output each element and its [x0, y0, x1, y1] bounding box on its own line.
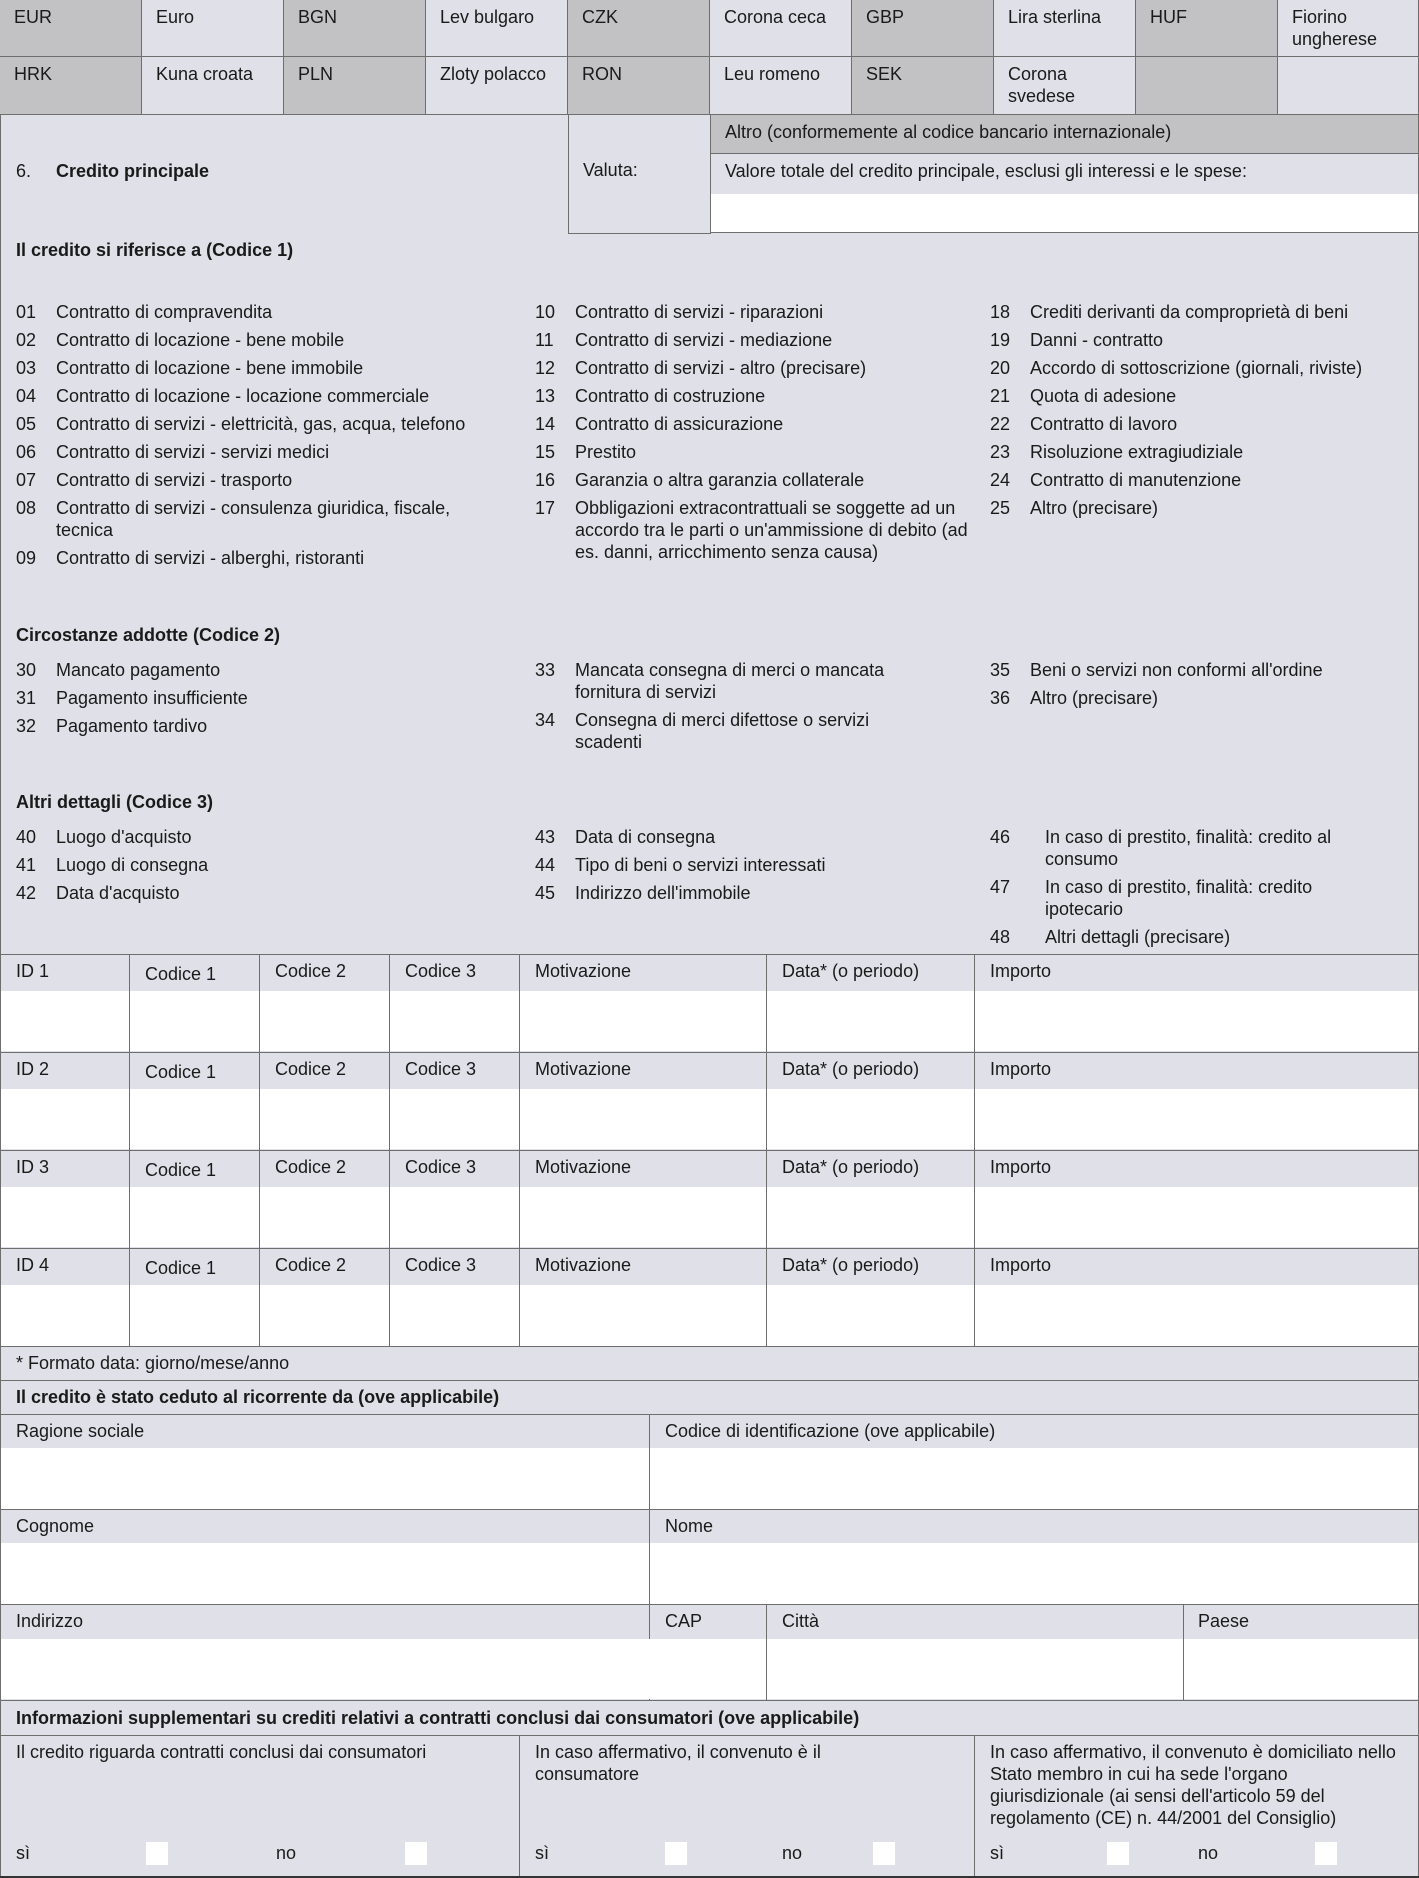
id4-data-input[interactable] — [767, 1285, 974, 1346]
section-6-heading — [16, 160, 209, 182]
header-codice1: Codice 1 — [145, 964, 217, 984]
id2-codice1-input[interactable] — [130, 1089, 259, 1149]
codice2-title: Circostanze addotte (Codice 2) — [16, 625, 281, 645]
code-text: Altro (precisare) — [1030, 688, 1159, 708]
code-40 — [16, 826, 516, 848]
code-num: 31 — [16, 688, 37, 708]
code-43 — [535, 826, 975, 848]
section-title: Credito principale — [56, 161, 210, 181]
code-text: Contratto di servizi - altro (precisare) — [575, 358, 867, 378]
code-num: 14 — [535, 414, 556, 434]
q2-no-label: no — [782, 1843, 803, 1863]
ragione-sociale-label: Ragione sociale — [16, 1421, 145, 1441]
id4-importo-input[interactable] — [975, 1285, 1418, 1346]
currency-code-ron[interactable]: RON — [568, 57, 710, 115]
code-num: 25 — [990, 498, 1011, 518]
code-15 — [535, 441, 975, 463]
code-text: Contratto di manutenzione — [1030, 470, 1242, 490]
code-text: Consegna di merci difettose o servizi scadenti — [575, 710, 870, 752]
code-text: Contratto di servizi - mediazione — [575, 330, 833, 350]
code-text: Contratto di servizi - riparazioni — [575, 302, 824, 322]
code-46 — [990, 826, 1390, 870]
row-id-label: ID 3 — [16, 1157, 50, 1177]
code-text: Contratto di servizi - elettricità, gas, acqua, telefono — [56, 414, 466, 434]
currency-name-bgn: Lev bulgaro — [426, 0, 568, 57]
code-01 — [16, 301, 516, 323]
code-text: Data d'acquisto — [56, 883, 180, 903]
header-data: Data* (o periodo) — [782, 1157, 920, 1177]
code-text: Data di consegna — [575, 827, 716, 847]
code-30 — [16, 659, 516, 681]
code-num: 45 — [535, 883, 556, 903]
header-data: Data* (o periodo) — [782, 1255, 920, 1275]
code-num: 18 — [990, 302, 1011, 322]
header-codice3: Codice 3 — [405, 961, 477, 981]
code-num: 24 — [990, 470, 1011, 490]
code-text: Altri dettagli (precisare) — [1045, 927, 1231, 947]
header-motivazione: Motivazione — [535, 961, 632, 981]
code-text: Crediti derivanti da comproprietà di beni — [1030, 302, 1349, 322]
q3-no-label: no — [1198, 1843, 1219, 1863]
row-id-label: ID 2 — [16, 1059, 50, 1079]
header-codice3: Codice 3 — [405, 1157, 477, 1177]
code-text: Luogo d'acquisto — [56, 827, 192, 847]
code-17 — [535, 497, 975, 563]
header-codice1: Codice 1 — [145, 1160, 217, 1180]
code-text: Danni - contratto — [1030, 330, 1164, 350]
valore-totale-label: Valore totale del credito principale, esclusi gli interessi e le spese: — [725, 161, 1247, 181]
header-codice3: Codice 3 — [405, 1255, 477, 1275]
header-codice2: Codice 2 — [275, 1157, 347, 1177]
code-44 — [535, 854, 975, 876]
header-codice2: Codice 2 — [275, 1255, 347, 1275]
code-36 — [990, 687, 1415, 709]
code-text: Prestito — [575, 442, 637, 462]
id3-importo-input[interactable] — [975, 1187, 1418, 1247]
code-num: 30 — [16, 660, 37, 680]
code-num: 22 — [990, 414, 1011, 434]
currency-name-gbp: Lira sterlina — [994, 0, 1136, 57]
currency-name-czk: Corona ceca — [710, 0, 852, 57]
code-20 — [990, 357, 1415, 379]
header-importo: Importo — [990, 1157, 1052, 1177]
id2-importo-input[interactable] — [975, 1089, 1418, 1149]
code-text: Mancata consegna di merci o mancata fornitura di servizi — [575, 660, 885, 702]
id4-codice3-input[interactable] — [390, 1285, 519, 1346]
code-num: 32 — [16, 716, 37, 736]
currency-name-eur: Euro — [142, 0, 284, 57]
q3-no-checkbox[interactable] — [1315, 1842, 1337, 1865]
id4-codice1-input[interactable] — [130, 1285, 259, 1346]
code-num: 48 — [990, 927, 1011, 947]
code-14 — [535, 413, 975, 435]
code-num: 47 — [990, 877, 1011, 897]
indirizzo-input[interactable] — [1, 1639, 648, 1699]
currency-code-czk[interactable]: CZK — [568, 0, 710, 57]
code-text: Contratto di costruzione — [575, 386, 766, 406]
code-text: In caso di prestito, finalità: credito al consumo — [1045, 827, 1332, 869]
altro-currency-field[interactable] — [711, 115, 1419, 154]
code-text: Contratto di lavoro — [1030, 414, 1178, 434]
currency-code-gbp[interactable]: GBP — [852, 0, 994, 57]
code-10 — [535, 301, 975, 323]
code-13 — [535, 385, 975, 407]
code-19 — [990, 329, 1415, 351]
code-21 — [990, 385, 1415, 407]
id1-codice1-input[interactable] — [130, 991, 259, 1051]
code-num: 01 — [16, 302, 37, 322]
q3-yes-checkbox[interactable] — [1107, 1842, 1129, 1865]
header-importo: Importo — [990, 961, 1052, 981]
id1-importo-input[interactable] — [975, 991, 1418, 1051]
header-data: Data* (o periodo) — [782, 1059, 920, 1079]
section-number: 6. — [16, 161, 32, 181]
code-text: Pagamento tardivo — [56, 716, 208, 736]
header-motivazione: Motivazione — [535, 1255, 632, 1275]
code-num: 06 — [16, 442, 37, 462]
code-03 — [16, 357, 516, 379]
code-num: 10 — [535, 302, 556, 322]
code-41 — [16, 854, 516, 876]
id1-codice3-input[interactable] — [390, 991, 519, 1051]
q2-yes-label: sì — [535, 1843, 550, 1863]
cognome-label: Cognome — [16, 1516, 95, 1536]
altro-currency-label: Altro (conformemente al codice bancario internazionale) — [725, 122, 1172, 142]
code-text: Accordo di sottoscrizione (giornali, riviste) — [1030, 358, 1363, 378]
q1-no-label: no — [276, 1843, 297, 1863]
code-12 — [535, 357, 975, 379]
code-42 — [16, 882, 516, 904]
code-32 — [16, 715, 516, 737]
code-text: Contratto di assicurazione — [575, 414, 784, 434]
code-num: 02 — [16, 330, 37, 350]
code-num: 07 — [16, 470, 37, 490]
code-num: 17 — [535, 498, 556, 518]
code-text: Contratto di servizi - consulenza giuridica, fiscale, tecnica — [56, 498, 451, 540]
cap-input[interactable] — [650, 1639, 766, 1699]
valore-label-row — [711, 154, 1419, 194]
assigned-title: Il credito è stato ceduto al ricorrente da (ove applicabile) — [16, 1387, 500, 1407]
cognome-input[interactable] — [1, 1543, 648, 1604]
row-id-label: ID 4 — [16, 1255, 50, 1275]
id2-motivazione-input[interactable] — [520, 1089, 766, 1149]
currency-name-ron: Leu romeno — [710, 57, 852, 115]
header-motivazione: Motivazione — [535, 1157, 632, 1177]
code-48 — [990, 926, 1390, 948]
valuta-label: Valuta: — [583, 160, 638, 180]
code-text: Luogo di consegna — [56, 855, 209, 875]
currency-code-sek[interactable]: SEK — [852, 57, 994, 115]
code-num: 08 — [16, 498, 37, 518]
header-codice3: Codice 3 — [405, 1059, 477, 1079]
code-text: Tipo di beni o servizi interessati — [575, 855, 826, 875]
code-num: 09 — [16, 548, 37, 568]
currency-code-empty[interactable] — [1136, 57, 1278, 115]
id3-codice1-input[interactable] — [130, 1187, 259, 1247]
code-num: 35 — [990, 660, 1011, 680]
code-text: Contratto di servizi - trasporto — [56, 470, 293, 490]
code-num: 11 — [535, 330, 554, 350]
code-34 — [535, 709, 935, 753]
code-33 — [535, 659, 935, 703]
code-num: 04 — [16, 386, 37, 406]
code-num: 19 — [990, 330, 1011, 350]
code-04 — [16, 385, 516, 407]
code-text: Contratto di servizi - servizi medici — [56, 442, 330, 462]
paese-label: Paese — [1198, 1611, 1250, 1631]
code-text: Obbligazioni extracontrattuali se soggette ad un accordo tra le parti o un'ammissione di debito (ad es. danni, arricchimento senza causa) — [575, 498, 968, 562]
code-num: 36 — [990, 688, 1011, 708]
code-text: Contratto di locazione - locazione commerciale — [56, 386, 430, 406]
consumer-q3-label: In caso affermativo, il convenuto è domiciliato nello Stato membro in cui ha sede l'organo giurisdizionale (ai sensi dell'articolo 59 del regolamento (CE) n. 44/2001 del Consiglio) — [990, 1742, 1396, 1828]
consumer-q2-label: In caso affermativo, il convenuto è il consumatore — [535, 1742, 821, 1784]
id1-motivazione-input[interactable] — [520, 991, 766, 1051]
id3-codice3-input[interactable] — [390, 1187, 519, 1247]
code-08 — [16, 497, 496, 541]
code-text: Indirizzo dell'immobile — [575, 883, 751, 903]
header-codice1: Codice 1 — [145, 1062, 217, 1082]
currency-name-huf: Fiorino ungherese — [1278, 0, 1419, 57]
id4-codice2-input[interactable] — [260, 1285, 389, 1346]
code-num: 03 — [16, 358, 37, 378]
id1-data-input[interactable] — [767, 991, 974, 1051]
code-text: Quota di adesione — [1030, 386, 1177, 406]
header-data: Data* (o periodo) — [782, 961, 920, 981]
currency-name-hrk: Kuna croata — [142, 57, 284, 115]
indirizzo-label: Indirizzo — [16, 1611, 84, 1631]
code-24 — [990, 469, 1415, 491]
code-text: Altro (precisare) — [1030, 498, 1159, 518]
code-num: 43 — [535, 827, 556, 847]
code-text: Garanzia o altra garanzia collaterale — [575, 470, 865, 490]
code-num: 46 — [990, 827, 1011, 847]
codice-id-label: Codice di identificazione (ove applicabile) — [665, 1421, 996, 1441]
id2-codice2-input[interactable] — [260, 1089, 389, 1149]
q1-yes-label: sì — [16, 1843, 31, 1863]
codice-id-input[interactable] — [650, 1448, 1418, 1509]
code-num: 33 — [535, 660, 556, 680]
nome-label: Nome — [665, 1516, 714, 1536]
code-num: 41 — [16, 855, 37, 875]
codice3-title: Altri dettagli (Codice 3) — [16, 792, 214, 812]
nome-input[interactable] — [650, 1543, 1418, 1604]
code-47 — [990, 876, 1390, 920]
id2-codice3-input[interactable] — [390, 1089, 519, 1149]
code-25 — [990, 497, 1415, 519]
id4-motivazione-input[interactable] — [520, 1285, 766, 1346]
code-07 — [16, 469, 516, 491]
currency-code-bgn[interactable]: BGN — [284, 0, 426, 57]
citta-label: Città — [782, 1611, 820, 1631]
header-codice1: Codice 1 — [145, 1258, 217, 1278]
consumer-q1-label: Il credito riguarda contratti conclusi dai consumatori — [16, 1742, 427, 1762]
q2-no-checkbox[interactable] — [873, 1842, 895, 1865]
code-31 — [16, 687, 516, 709]
code-22 — [990, 413, 1415, 435]
code-text: In caso di prestito, finalità: credito ipotecario — [1045, 877, 1313, 919]
currency-code-eur[interactable]: EUR — [0, 0, 142, 57]
code-text: Mancato pagamento — [56, 660, 221, 680]
id2-data-input[interactable] — [767, 1089, 974, 1149]
code-text: Pagamento insufficiente — [56, 688, 248, 708]
code-35 — [990, 659, 1415, 681]
q1-no-checkbox[interactable] — [405, 1842, 427, 1865]
id3-codice2-input[interactable] — [260, 1187, 389, 1247]
id3-data-input[interactable] — [767, 1187, 974, 1247]
code-text: Contratto di servizi - alberghi, ristoranti — [56, 548, 365, 568]
row-id-label: ID 1 — [16, 961, 50, 981]
header-importo: Importo — [990, 1059, 1052, 1079]
currency-name-sek: Corona svedese — [994, 57, 1136, 115]
code-num: 21 — [990, 386, 1011, 406]
header-importo: Importo — [990, 1255, 1052, 1275]
code-09 — [16, 547, 516, 569]
q1-yes-checkbox[interactable] — [146, 1842, 168, 1865]
q3-yes-label: sì — [990, 1843, 1005, 1863]
code-num: 20 — [990, 358, 1011, 378]
ragione-sociale-input[interactable] — [1, 1448, 648, 1509]
id3-motivazione-input[interactable] — [520, 1187, 766, 1247]
code-num: 42 — [16, 883, 37, 903]
header-codice2: Codice 2 — [275, 1059, 347, 1079]
id1-codice2-input[interactable] — [260, 991, 389, 1051]
code-45 — [535, 882, 975, 904]
cap-label: CAP — [665, 1611, 703, 1631]
code-num: 40 — [16, 827, 37, 847]
currency-name-pln: Zloty polacco — [426, 57, 568, 115]
consumer-title: Informazioni supplementari su crediti relativi a contratti conclusi dai consumatori (ove applicabile) — [16, 1708, 860, 1728]
code-text: Contratto di locazione - bene mobile — [56, 330, 345, 350]
code-num: 15 — [535, 442, 556, 462]
code-02 — [16, 329, 516, 351]
code-num: 34 — [535, 710, 556, 730]
currency-code-hrk[interactable]: HRK — [0, 57, 142, 115]
currency-code-huf[interactable]: HUF — [1136, 0, 1278, 57]
code-11 — [535, 329, 975, 351]
code-18 — [990, 301, 1415, 323]
code-num: 23 — [990, 442, 1011, 462]
date-format-footnote: * Formato data: giorno/mese/anno — [16, 1353, 290, 1373]
valore-totale-input[interactable] — [711, 194, 1419, 233]
code-text: Contratto di locazione - bene immobile — [56, 358, 364, 378]
code-num: 16 — [535, 470, 556, 490]
code-num: 13 — [535, 386, 556, 406]
header-motivazione: Motivazione — [535, 1059, 632, 1079]
code-06 — [16, 441, 516, 463]
valuta-box — [568, 115, 711, 234]
code-text: Risoluzione extragiudiziale — [1030, 442, 1244, 462]
code-05 — [16, 413, 516, 435]
code-num: 44 — [535, 855, 556, 875]
paese-input[interactable] — [1184, 1639, 1418, 1699]
currency-code-pln[interactable]: PLN — [284, 57, 426, 115]
code-num: 12 — [535, 358, 556, 378]
q2-yes-checkbox[interactable] — [665, 1842, 687, 1865]
header-codice2: Codice 2 — [275, 961, 347, 981]
citta-input[interactable] — [767, 1639, 1182, 1699]
currency-name-empty — [1278, 57, 1419, 115]
code-16 — [535, 469, 975, 491]
code-num: 05 — [16, 414, 37, 434]
code-text: Beni o servizi non conformi all'ordine — [1030, 660, 1323, 680]
code-text: Contratto di compravendita — [56, 302, 273, 322]
code-23 — [990, 441, 1415, 463]
codice1-title: Il credito si riferisce a (Codice 1) — [16, 240, 294, 260]
